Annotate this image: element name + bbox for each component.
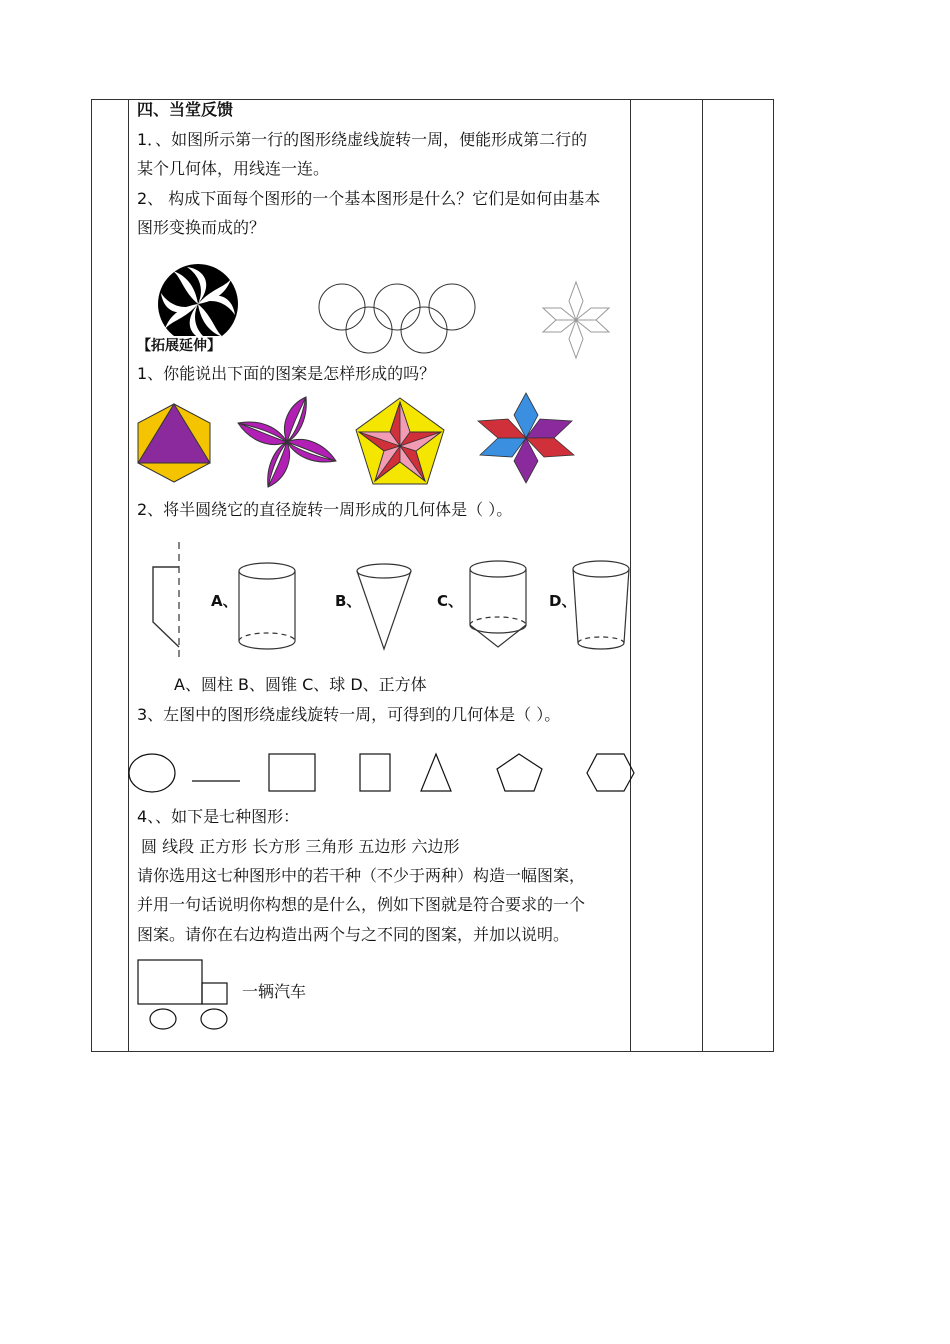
question-1-line-1: 1．、如图所示第一行的图形绕虚线旋转一周，便能形成第二行的 xyxy=(137,130,588,149)
pentagon-shape xyxy=(497,754,542,791)
question-2-line-2: 图形变换而成的？ xyxy=(137,218,266,237)
column-divider xyxy=(702,99,703,1052)
solid-label-a: A、 xyxy=(211,592,238,610)
extension-question-3: 3、左图中的图形绕虚线旋转一周，可得到的几何体是（ ）。 xyxy=(137,705,561,724)
worksheet-content xyxy=(129,99,631,1052)
swirl-circle-figure xyxy=(155,261,241,347)
solid-label-d: D、 xyxy=(549,592,577,610)
rhombus-star-figure xyxy=(541,282,611,358)
extension-heading: 【拓展延伸】 xyxy=(137,338,221,354)
question-4-line-2: 请你选用这七种图形中的若干种（不少于两种）构造一幅图案， xyxy=(137,866,586,885)
frustum-figure xyxy=(570,559,632,653)
car-caption: 一辆汽车 xyxy=(242,982,307,1001)
shape-names: 圆 线段 正方形 长方形 三角形 五边形 六边形 xyxy=(141,837,460,856)
square-shape xyxy=(269,754,315,791)
rectangle-shape xyxy=(360,754,390,791)
question-4-line-3: 并用一句话说明你构想的是什么，例如下图就是符合要求的一个 xyxy=(137,895,586,914)
circle-shape xyxy=(129,754,175,792)
car-figure xyxy=(137,959,231,1033)
cylinder-cone-figure xyxy=(467,559,529,651)
petal-pinwheel-figure xyxy=(236,395,338,489)
section-heading: 四、当堂反馈 xyxy=(137,100,234,119)
question-2-line-1: 2、 构成下面每个图形的一个基本图形是什么？它们是如何由基本 xyxy=(137,189,601,208)
pentagon-star-figure xyxy=(354,396,446,486)
rotation-figure xyxy=(149,542,189,662)
solid-label-c: C、 xyxy=(437,592,464,610)
extension-question-2: 2、将半圆绕它的直径旋转一周形成的几何体是（ ）。 xyxy=(137,500,513,519)
question-4-line-1: 4、、如下是七种图形： xyxy=(137,807,300,826)
hexagon-triangle-figure xyxy=(136,402,212,484)
solid-label-b: B、 xyxy=(335,592,362,610)
question-4-line-4: 图案。请你在右边构造出两个与之不同的图案，并加以说明。 xyxy=(137,925,570,944)
hexagon-shape xyxy=(587,754,634,791)
extension-question-1: 1、你能说出下面的图案是怎样形成的吗？ xyxy=(137,364,436,383)
colored-rhombus-star-figure xyxy=(474,391,578,485)
five-rings-figure xyxy=(317,282,477,356)
cylinder-figure xyxy=(237,561,297,651)
answer-choices: A、圆柱 B、圆锥 C、球 D、正方体 xyxy=(174,675,427,694)
basic-shapes-row xyxy=(129,749,635,795)
cone-figure xyxy=(355,561,413,653)
triangle-shape xyxy=(421,754,451,791)
question-1-line-2: 某个几何体，用线连一连。 xyxy=(137,159,330,178)
